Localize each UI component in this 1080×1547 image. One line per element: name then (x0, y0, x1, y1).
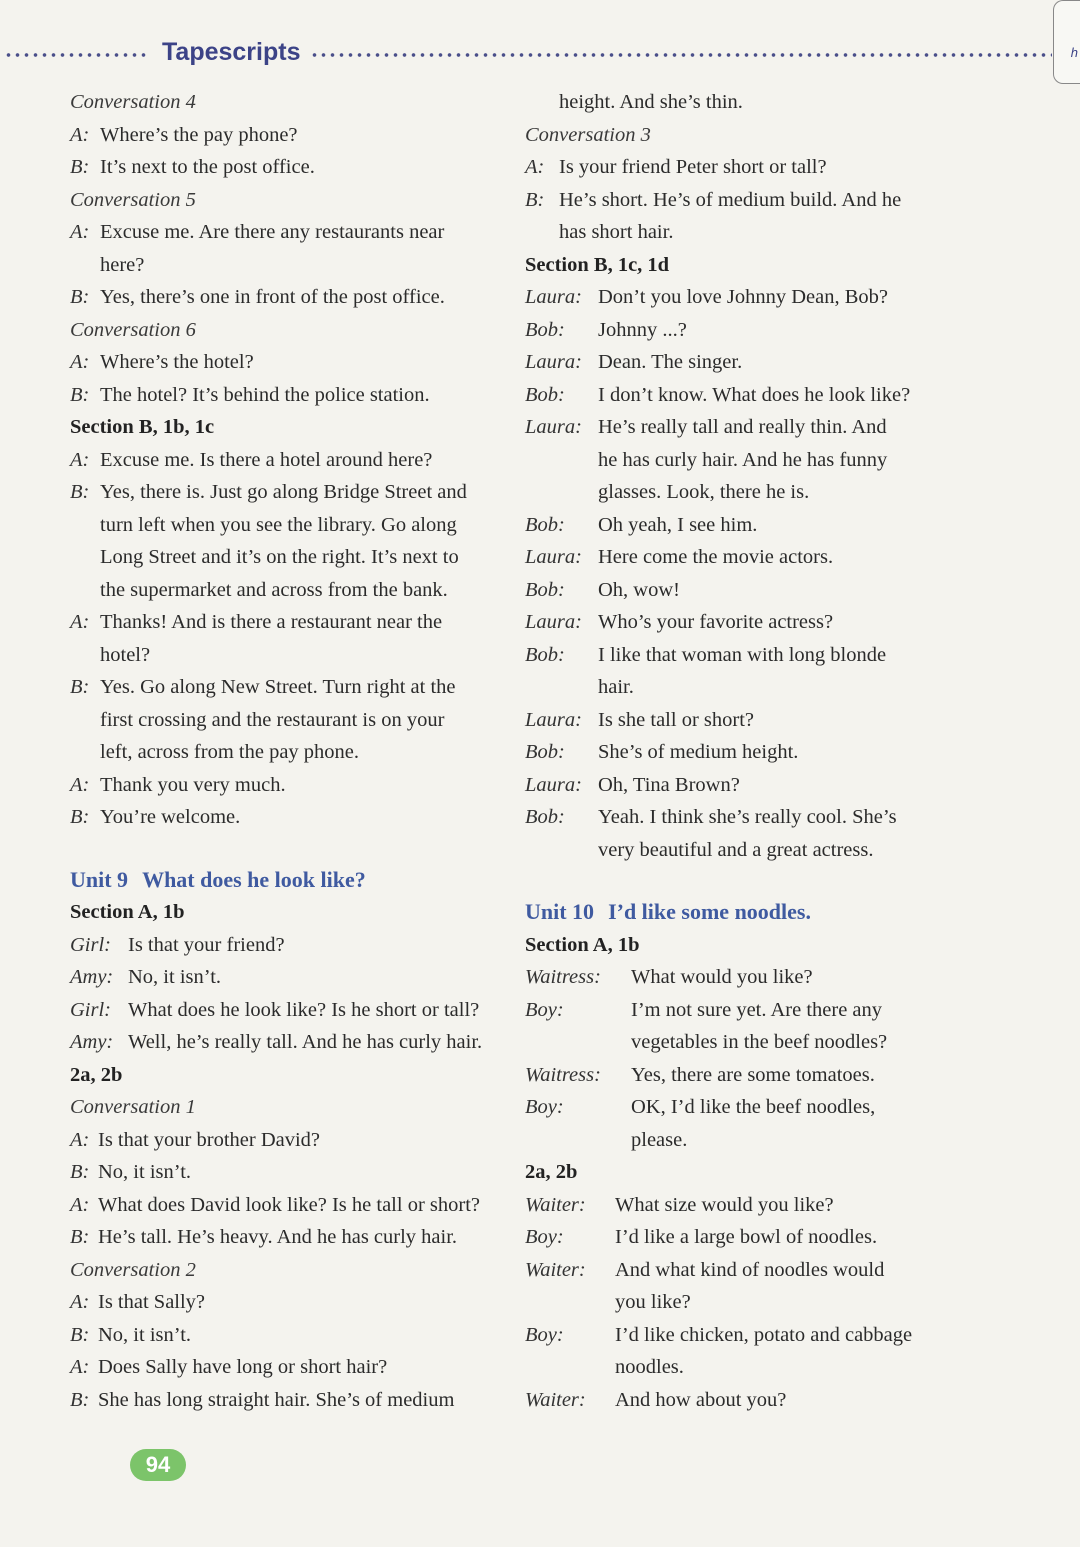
dialogue-line (70, 281, 510, 314)
speaker: Bob: (525, 318, 565, 341)
page-title: Tapescripts (162, 38, 301, 66)
unit-heading (525, 896, 965, 929)
speech-line: noodles. (615, 1356, 684, 1378)
speech (615, 1384, 965, 1417)
right-column (525, 86, 965, 1416)
dialogue-line (70, 994, 510, 1027)
dialogue-line (525, 314, 965, 347)
dialogue-line (525, 1221, 965, 1254)
dialogue-line (525, 379, 965, 412)
speech-line: He’s short. He’s of medium build. And he (559, 188, 902, 211)
speech (598, 411, 965, 509)
dialogue-line (70, 444, 510, 477)
dialogue-line (70, 1384, 510, 1417)
section-heading: Section A, 1b (525, 933, 640, 956)
speaker: Waiter: (525, 1258, 586, 1281)
speaker: B: (70, 383, 90, 406)
speaker: Amy: (70, 966, 114, 988)
continued-line: height. And she’s thin. (559, 91, 743, 113)
section-heading: Section B, 1c, 1d (525, 253, 670, 276)
speaker: A: (70, 1291, 90, 1313)
unit-heading (70, 864, 510, 897)
speech (615, 1189, 965, 1222)
section-heading: Section B, 1b, 1c (70, 416, 215, 438)
speaker: Boy: (525, 1323, 564, 1346)
speaker: A: (70, 1128, 90, 1151)
speech-line: has short hair. (559, 221, 674, 243)
speech (598, 281, 965, 314)
speaker: B: (70, 481, 90, 503)
page-edge-tab (1053, 0, 1080, 84)
speaker: B: (70, 676, 90, 698)
speaker: Boy: (525, 998, 564, 1021)
speech (631, 994, 965, 1059)
speech: Is that your brother David? (98, 1128, 321, 1151)
speech (631, 961, 965, 994)
unit-number: Unit 9 (70, 866, 129, 892)
speaker: A: (70, 123, 90, 146)
dialogue-line (525, 1189, 965, 1222)
speech: Well, he’s really tall. And he has curly hair. (128, 1031, 483, 1053)
dialogue-line (525, 994, 965, 1059)
speech (598, 704, 965, 737)
dialogue-line (70, 769, 510, 802)
dialogue-line (70, 1189, 510, 1222)
speech-line: What would you like? (631, 966, 813, 988)
speech-line: Oh, wow! (598, 578, 680, 601)
speech-line: What size would you like? (615, 1193, 834, 1216)
speaker: A: (70, 351, 90, 373)
speaker: Laura: (525, 773, 582, 796)
speaker: Laura: (525, 351, 582, 373)
dialogue-line (525, 769, 965, 802)
speech: Is that your friend? (128, 933, 285, 956)
speech-line: Is she tall or short? (598, 708, 754, 731)
speaker: A: (70, 773, 90, 796)
speech-line: Excuse me. Are there any restaurants near (100, 221, 445, 243)
speech-line: turn left when you see the library. Go along (100, 513, 457, 536)
speech: Yes, there’s one in front of the post office. (100, 286, 445, 308)
speech: No, it isn’t. (98, 1161, 192, 1183)
speaker: Boy: (525, 1096, 564, 1118)
speech (598, 736, 965, 769)
dialogue-line (525, 574, 965, 607)
dialogue-block (525, 961, 965, 1156)
speech: What does David look like? Is he tall or short? (98, 1193, 480, 1216)
speech: She has long straight hair. She’s of medium (98, 1388, 455, 1411)
speaker: Laura: (525, 416, 582, 438)
dialogue-line (525, 184, 965, 249)
dialogue-line (525, 639, 965, 704)
speech: Does Sally have long or short hair? (98, 1356, 388, 1378)
speaker: Laura: (525, 546, 582, 568)
speech (615, 1221, 965, 1254)
dialogue-line (70, 1026, 510, 1059)
speaker: B: (70, 1226, 90, 1248)
speech-line: you like? (615, 1291, 691, 1313)
speech-line: And how about you? (615, 1388, 787, 1411)
dialogue-line (70, 1351, 510, 1384)
speech: Is that Sally? (98, 1291, 206, 1313)
section-heading: 2a, 2b (525, 1161, 578, 1183)
speaker: Bob: (525, 578, 565, 601)
speaker: Bob: (525, 643, 565, 666)
dialogue-line (70, 671, 510, 769)
dialogue-line (70, 1319, 510, 1352)
speech-line: Dean. The singer. (598, 351, 743, 373)
header-dots-right (310, 52, 1052, 58)
conversation-title: Conversation 2 (70, 1258, 196, 1281)
speech-line: Yes. Go along New Street. Turn right at the (100, 676, 456, 698)
dialogue-line (70, 476, 510, 606)
dialogue-line (525, 801, 965, 866)
speaker: A: (70, 1193, 90, 1216)
speech-line: Don’t you love Johnny Dean, Bob? (598, 286, 889, 308)
speaker: Bob: (525, 383, 565, 406)
speaker: B: (525, 188, 545, 211)
speech (598, 541, 965, 574)
speech-line: Oh, Tina Brown? (598, 773, 740, 796)
speech-line: Yes, there are some tomatoes. (631, 1063, 875, 1086)
speech: Where’s the pay phone? (100, 123, 298, 146)
speech-line: I’m not sure yet. Are there any (631, 998, 883, 1021)
dialogue-line (70, 1221, 510, 1254)
speech-line: I don’t know. What does he look like? (598, 383, 911, 406)
dialogue-line (525, 736, 965, 769)
speech-line: please. (631, 1128, 688, 1151)
speaker: B: (70, 1323, 90, 1346)
conversation-title: Conversation 4 (70, 91, 196, 113)
conversation-title: Conversation 1 (70, 1096, 196, 1118)
speech (559, 184, 965, 249)
speech: Is your friend Peter short or tall? (559, 156, 827, 178)
speech-line: Yes, there is. Just go along Bridge Street and (100, 481, 467, 503)
speech (598, 606, 965, 639)
speaker: A: (70, 1356, 90, 1378)
conversation-title: Conversation 6 (70, 318, 196, 341)
unit-title: I’d like some noodles. (608, 899, 811, 924)
page-number: 94 (130, 1449, 186, 1481)
speaker: Boy: (525, 1226, 564, 1248)
speech-line: Who’s your favorite actress? (598, 611, 834, 633)
dialogue-line (70, 961, 510, 994)
speaker: A: (525, 156, 545, 178)
speech (631, 1059, 965, 1092)
dialogue-line (525, 1319, 965, 1384)
speaker: Laura: (525, 286, 582, 308)
dialogue-line (70, 1156, 510, 1189)
speech (615, 1319, 965, 1384)
speaker: Bob: (525, 806, 565, 828)
header-dots-left (4, 52, 150, 58)
speaker: B: (70, 156, 90, 178)
speech: Where’s the hotel? (100, 351, 254, 373)
speech: Thank you very much. (100, 773, 286, 796)
speaker: B: (70, 806, 90, 828)
speech-line: very beautiful and a great actress. (598, 838, 874, 861)
dialogue-line (525, 509, 965, 542)
dialogue-line (70, 606, 510, 671)
dialogue-line (70, 1286, 510, 1319)
speaker: Girl: (70, 933, 111, 956)
speech (100, 216, 510, 281)
speech: You’re welcome. (100, 806, 241, 828)
speaker: Waiter: (525, 1388, 586, 1411)
page-header (0, 36, 1060, 72)
speech: No, it isn’t. (128, 966, 222, 988)
dialogue-line (70, 346, 510, 379)
speech-line: the supermarket and across from the bank. (100, 578, 448, 601)
dialogue-line (70, 1124, 510, 1157)
speech (100, 476, 510, 606)
dialogue-line (70, 929, 510, 962)
dialogue-line (70, 379, 510, 412)
speaker: B: (70, 1388, 90, 1411)
speaker: Waitress: (525, 1063, 601, 1086)
speech-line: OK, I’d like the beef noodles, (631, 1096, 876, 1118)
speech: No, it isn’t. (98, 1323, 192, 1346)
speech: What does he look like? Is he short or tall? (128, 998, 480, 1021)
dialogue-line (525, 704, 965, 737)
speech-line: Long Street and it’s on the right. It’s next to (100, 546, 459, 568)
dialogue-line (525, 606, 965, 639)
speaker: Waitress: (525, 966, 601, 988)
speaker: Girl: (70, 998, 111, 1021)
speech (598, 639, 965, 704)
speaker: Laura: (525, 708, 582, 731)
speaker: A: (70, 448, 90, 471)
speech (598, 509, 965, 542)
dialogue-line (525, 346, 965, 379)
speech (598, 769, 965, 802)
speaker: Laura: (525, 611, 582, 633)
dialogue-block (525, 1189, 965, 1417)
dialogue-line (70, 119, 510, 152)
dialogue-line (525, 541, 965, 574)
speech-line: Johnny ...? (598, 318, 687, 341)
speech-line: I’d like a large bowl of noodles. (615, 1226, 878, 1248)
speech-line: I’d like chicken, potato and cabbage (615, 1323, 913, 1346)
speech-line: vegetables in the beef noodles? (631, 1031, 888, 1053)
dialogue-line (525, 151, 965, 184)
dialogue-line (70, 801, 510, 834)
speech: It’s next to the post office. (100, 156, 315, 178)
speech (598, 801, 965, 866)
speech-line: And what kind of noodles would (615, 1258, 885, 1281)
speaker: A: (70, 221, 90, 243)
speech (598, 379, 965, 412)
speech (631, 1091, 965, 1156)
unit-number: Unit 10 (525, 899, 595, 924)
left-column (70, 86, 510, 1416)
speech: The hotel? It’s behind the police station. (100, 383, 430, 406)
section-heading: Section A, 1b (70, 901, 185, 923)
speech-line: He’s really tall and really thin. And (598, 416, 887, 438)
speech-line: hotel? (100, 643, 151, 666)
speech-line: hair. (598, 676, 634, 698)
dialogue-block (525, 281, 965, 866)
dialogue-line (525, 281, 965, 314)
conversation-title: Conversation 3 (525, 123, 651, 146)
speaker: Bob: (525, 513, 565, 536)
dialogue-line (70, 151, 510, 184)
speech-line: Here come the movie actors. (598, 546, 834, 568)
speech-line: glasses. Look, there he is. (598, 481, 810, 503)
dialogue-line (525, 1384, 965, 1417)
speech-line: first crossing and the restaurant is on your (100, 708, 445, 731)
speaker: B: (70, 1161, 90, 1183)
speech-line: left, across from the pay phone. (100, 741, 360, 763)
speaker: Bob: (525, 741, 565, 763)
speaker: B: (70, 286, 90, 308)
speech (598, 346, 965, 379)
speech (100, 671, 510, 769)
speech: He’s tall. He’s heavy. And he has curly hair. (98, 1226, 458, 1248)
dialogue-line (70, 216, 510, 281)
speech (100, 606, 510, 671)
speaker: Amy: (70, 1031, 114, 1053)
dialogue-line (525, 1254, 965, 1319)
dialogue-line (525, 1059, 965, 1092)
speech-line: She’s of medium height. (598, 741, 799, 763)
speech-line: Yeah. I think she’s really cool. She’s (598, 806, 897, 828)
speech-line: Thanks! And is there a restaurant near the (100, 611, 443, 633)
speech-line: I like that woman with long blonde (598, 643, 887, 666)
speech-line: here? (100, 253, 145, 276)
speaker: Waiter: (525, 1193, 586, 1216)
speech: Excuse me. Is there a hotel around here? (100, 448, 433, 471)
speech-line: Oh yeah, I see him. (598, 513, 758, 536)
speech (598, 574, 965, 607)
speech (615, 1254, 965, 1319)
section-heading: 2a, 2b (70, 1063, 123, 1086)
speech (598, 314, 965, 347)
unit-title: What does he look like? (142, 866, 366, 892)
dialogue-line (525, 411, 965, 509)
speaker: A: (70, 611, 90, 633)
dialogue-line (525, 961, 965, 994)
dialogue-line (525, 1091, 965, 1156)
tab-letter: h (1070, 45, 1078, 60)
conversation-title: Conversation 5 (70, 188, 196, 211)
speech-line: he has curly hair. And he has funny (598, 448, 888, 471)
